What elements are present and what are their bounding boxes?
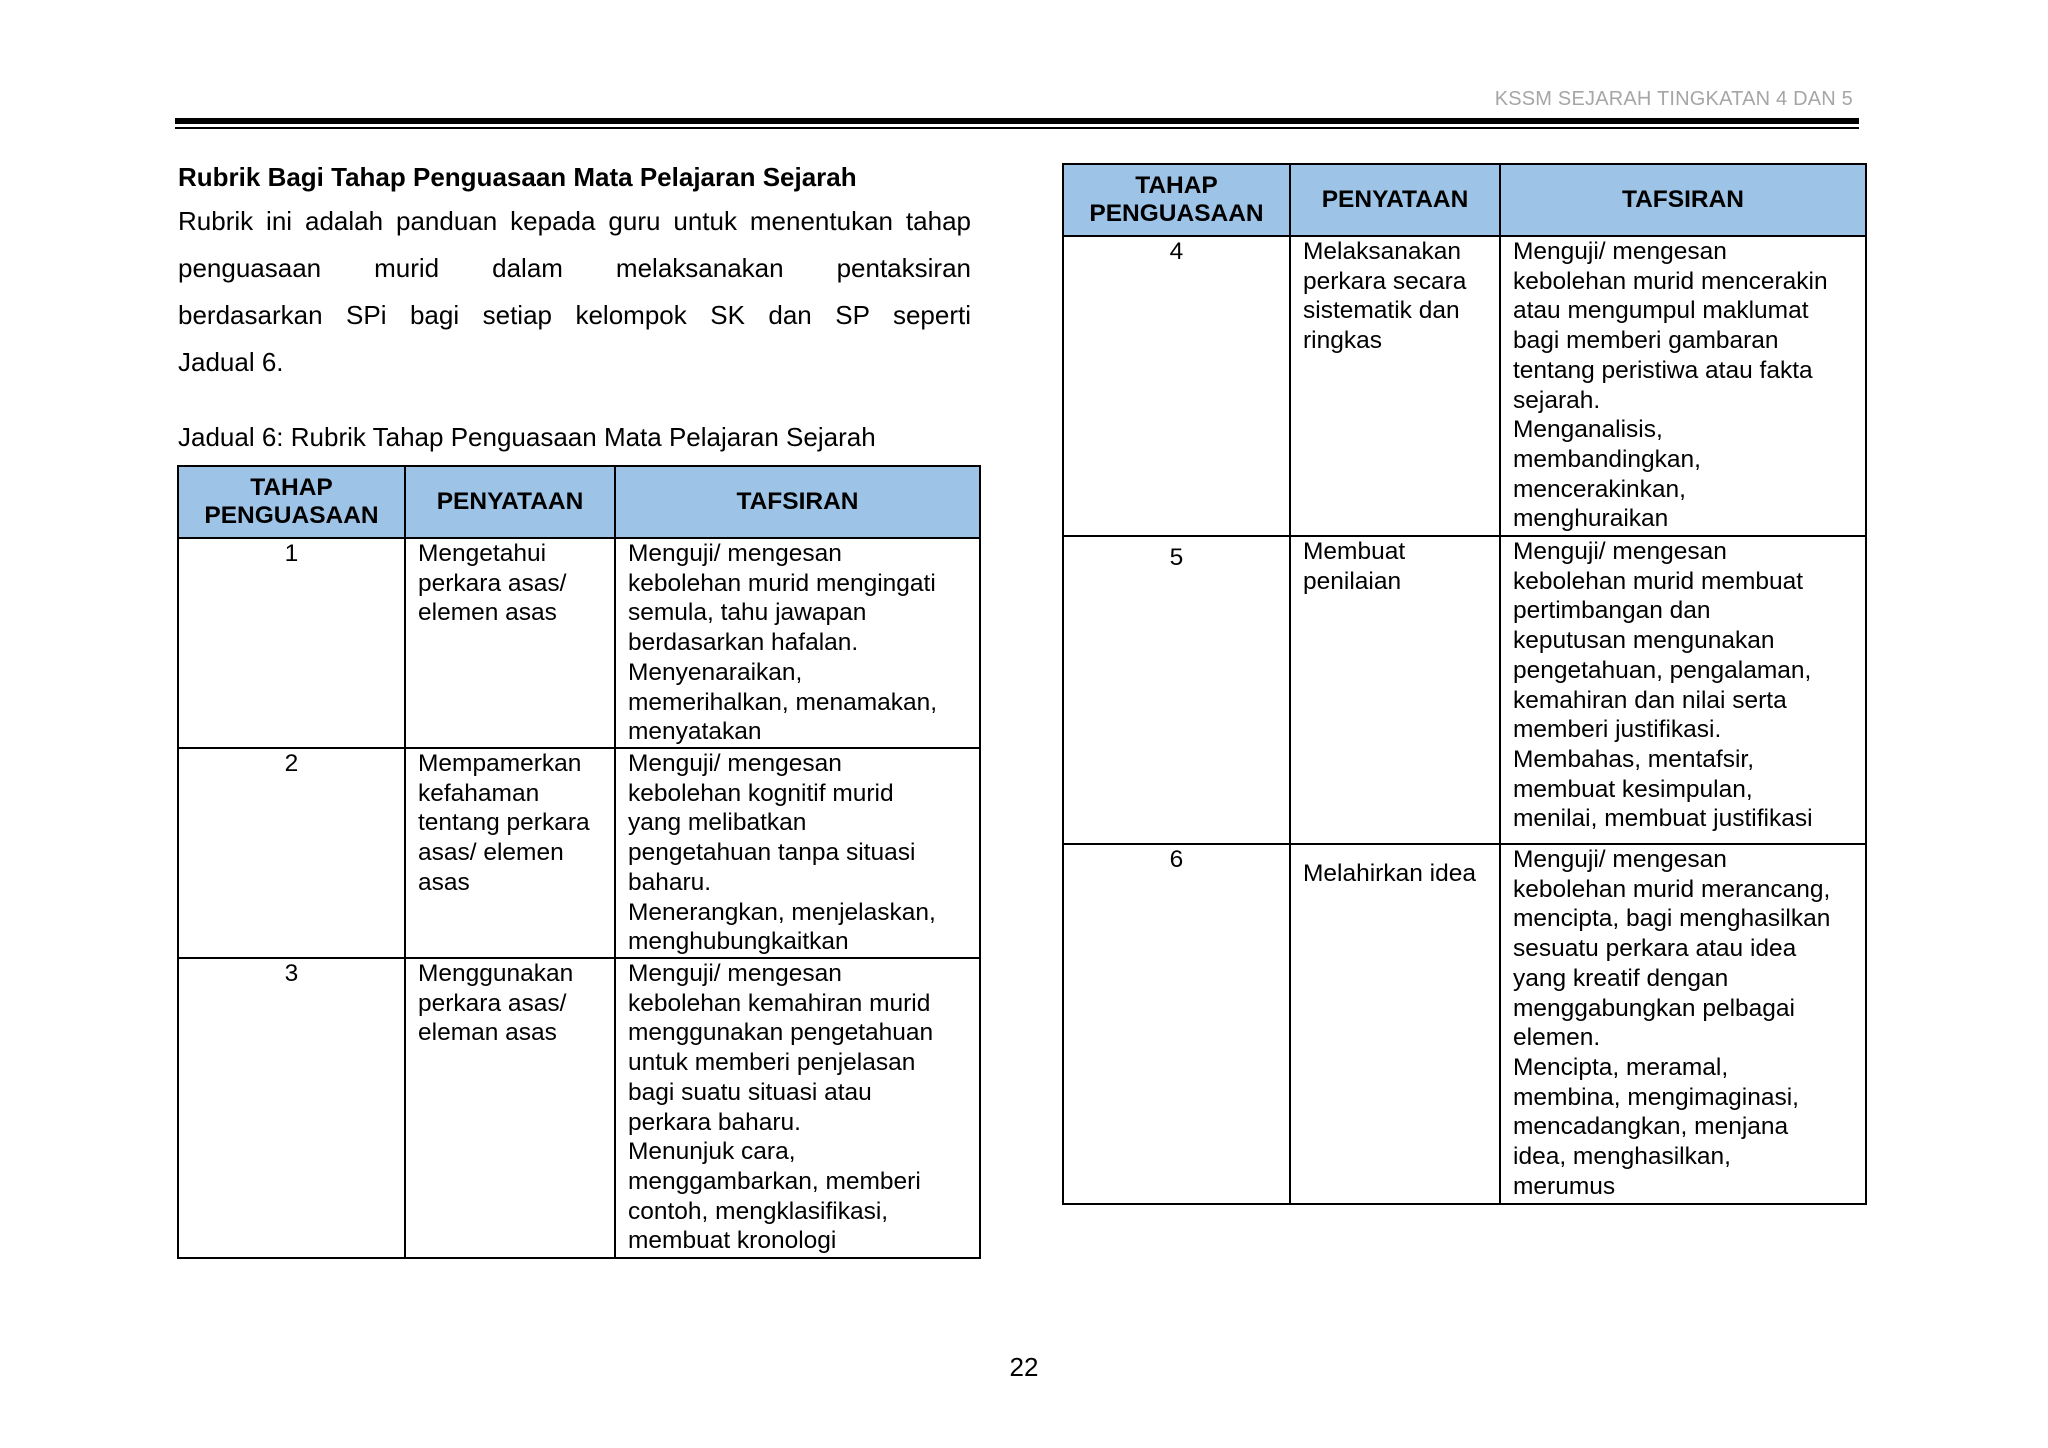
column-header-tahap: TAHAP PENGUASAAN xyxy=(178,466,405,538)
intro-line: berdasarkan SPi bagi setiap kelompok SK dan SP seperti xyxy=(178,300,971,330)
penyataan-cell: Membuat penilaian xyxy=(1290,536,1500,844)
tahap-cell: 1 xyxy=(178,538,405,748)
rubric-table-part-2 xyxy=(1062,163,1867,1205)
intro-line: penguasaan murid dalam melaksanakan pentaksiran xyxy=(178,253,971,283)
tafsiran-cell: Menguji/ mengesan kebolehan murid membuat pertimbangan dan keputusan mengunakan pengetahuan, pengalaman, kemahiran dan nilai serta memberi justifikasi. Membahas, mentafsir, membuat kesimpulan, menilai, membuat justifikasi xyxy=(1500,536,1866,844)
header-rule-thick xyxy=(175,118,1859,124)
penyataan-cell: Melahirkan idea xyxy=(1290,844,1500,1204)
column-header-penyataan: PENYATAAN xyxy=(405,466,615,538)
table-header-row xyxy=(1063,164,1866,236)
penyataan-cell: Mengetahui perkara asas/ elemen asas xyxy=(405,538,615,748)
tafsiran-cell: Menguji/ mengesan kebolehan murid mencerakin atau mengumpul maklumat bagi memberi gambaran tentang peristiwa atau fakta sejarah. Menganalisis, membandingkan, mencerakinkan, menghuraikan xyxy=(1500,236,1866,536)
tahap-cell: 4 xyxy=(1063,236,1290,536)
tafsiran-cell: Menguji/ mengesan kebolehan kognitif murid yang melibatkan pengetahuan tanpa situasi baharu. Menerangkan, menjelaskan, menghubungkaitkan xyxy=(615,748,980,958)
tahap-cell: 2 xyxy=(178,748,405,958)
table-header-row xyxy=(178,466,980,538)
section-heading: Rubrik Bagi Tahap Penguasaan Mata Pelajaran Sejarah xyxy=(178,162,857,192)
tafsiran-cell: Menguji/ mengesan kebolehan murid merancang, mencipta, bagi menghasilkan sesuatu perkara atau idea yang kreatif dengan menggabungkan pelbagai elemen. Mencipta, meramal, membina, mengimaginasi, mencadangkan, menjana idea, menghasilkan, merumus xyxy=(1500,844,1866,1204)
penyataan-cell: Melaksanakan perkara secara sistematik dan ringkas xyxy=(1290,236,1500,536)
intro-line: Rubrik ini adalah panduan kepada guru untuk menentukan tahap xyxy=(178,206,971,236)
page-number: 22 xyxy=(1009,1352,1039,1382)
rubric-table-part-1 xyxy=(177,465,981,1259)
tafsiran-cell: Menguji/ mengesan kebolehan murid mengingati semula, tahu jawapan berdasarkan hafalan. Menyenaraikan, memerihalkan, menamakan, menyatakan xyxy=(615,538,980,748)
intro-line: Jadual 6. xyxy=(178,347,284,377)
table-row xyxy=(178,538,980,748)
table-row xyxy=(178,748,980,958)
intro-section xyxy=(178,160,971,454)
header-rule-thin xyxy=(175,127,1859,129)
tahap-cell: 6 xyxy=(1063,844,1290,1204)
table-caption: Jadual 6: Rubrik Tahap Penguasaan Mata Pelajaran Sejarah xyxy=(178,422,876,452)
penyataan-cell: Mempamerkan kefahaman tentang perkara asas/ elemen asas xyxy=(405,748,615,958)
tahap-cell: 3 xyxy=(178,958,405,1258)
penyataan-cell: Menggunakan perkara asas/ eleman asas xyxy=(405,958,615,1258)
table-row xyxy=(1063,844,1866,1204)
table-row xyxy=(1063,236,1866,536)
running-header-title: KSSM SEJARAH TINGKATAN 4 DAN 5 xyxy=(1494,88,1853,110)
column-header-tahap: TAHAP PENGUASAAN xyxy=(1063,164,1290,236)
column-header-penyataan: PENYATAAN xyxy=(1290,164,1500,236)
table-row xyxy=(1063,536,1866,844)
column-header-tafsiran: TAFSIRAN xyxy=(615,466,980,538)
table-row xyxy=(178,958,980,1258)
column-header-tafsiran: TAFSIRAN xyxy=(1500,164,1866,236)
tahap-cell: 5 xyxy=(1063,536,1290,844)
intro-paragraph xyxy=(178,198,971,386)
tafsiran-cell: Menguji/ mengesan kebolehan kemahiran murid menggunakan pengetahuan untuk memberi penjelasan bagi suatu situasi atau perkara baharu. Menunjuk cara, menggambarkan, memberi contoh, mengklasifikasi, membuat kronologi xyxy=(615,958,980,1258)
